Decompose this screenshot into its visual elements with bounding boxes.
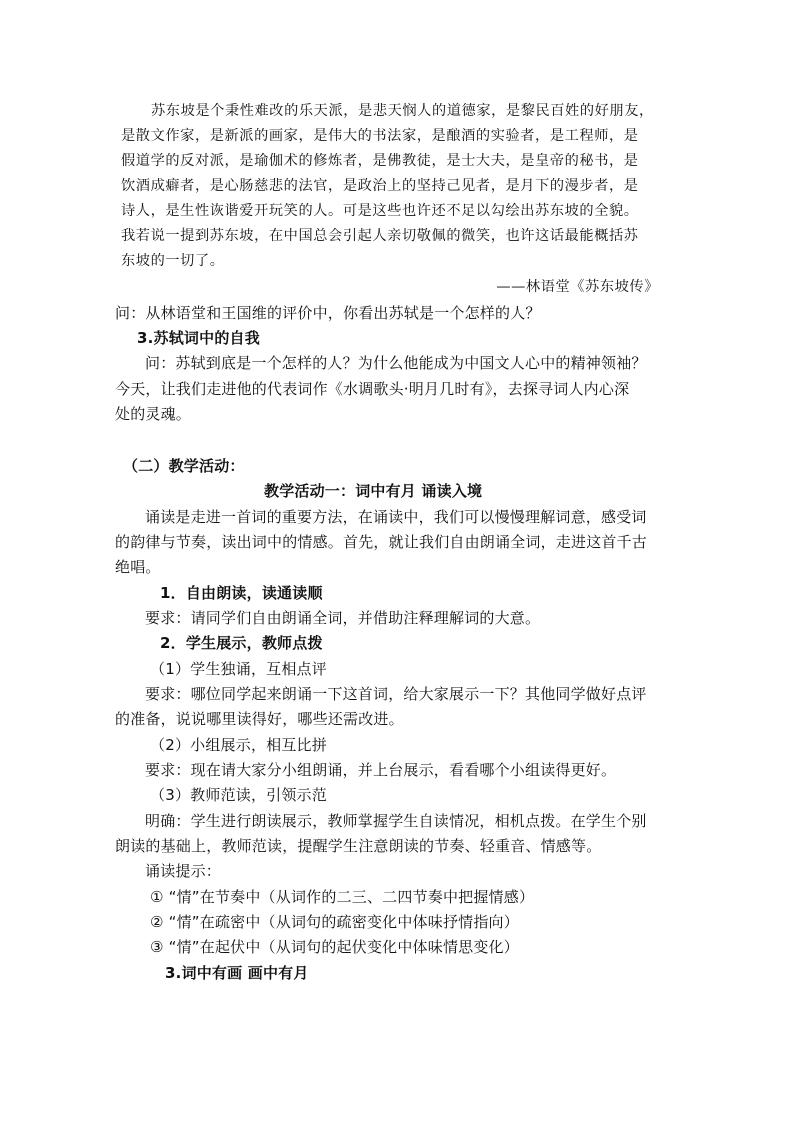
tip-item: ① “情”在节奏中（从词作的二三、二四节奏中把握情感） bbox=[150, 888, 535, 906]
tip-item: ③ “情”在起伏中（从词句的起伏变化中体味情思变化） bbox=[150, 938, 519, 956]
step-heading: 1．自由朗读，读通读顺 bbox=[160, 584, 323, 602]
tip-item: ② “情”在疏密中（从词句的疏密变化中体味抒情指向） bbox=[150, 913, 519, 931]
paragraph-line: 的准备，说说哪里读得好，哪些还需改进。 bbox=[115, 710, 404, 728]
section-heading: （二）教学活动： bbox=[123, 457, 245, 475]
paragraph-line: 明确：学生进行朗读展示，教师掌握学生自读情况，相机点拨。在学生个别 bbox=[145, 812, 647, 830]
requirement-text: 要求：现在请大家分小组朗诵，并上台展示，看看哪个小组读得更好。 bbox=[145, 761, 617, 779]
requirement-text: 要求：请同学们自由朗诵全词，并借助注释理解词的大意。 bbox=[145, 609, 541, 627]
paragraph-line: 绝唱。 bbox=[115, 558, 161, 576]
paragraph-line: 的韵律与节奏，读出词中的情感。首先，就让我们自由朗诵全词，走进这首千古 bbox=[115, 533, 648, 551]
quote-line: 是散文作家，是新派的画家，是伟大的书法家，是酿酒的实验者，是工程师，是 bbox=[121, 128, 639, 144]
quote-line: 假道学的反对派，是瑜伽术的修炼者，是佛教徒，是士大夫，是皇帝的秘书，是 bbox=[121, 153, 639, 169]
paragraph-line: 要求：哪位同学起来朗诵一下这首词，给大家展示一下？其他同学做好点评 bbox=[145, 685, 647, 703]
paragraph-line: 诵读是走进一首词的重要方法，在诵读中，我们可以慢慢理解词意，感受词 bbox=[145, 508, 647, 526]
substep-heading: （3）教师范读，引领示范 bbox=[150, 786, 327, 804]
substep-heading: （1）学生独诵，互相点评 bbox=[150, 660, 327, 678]
quote-line: 苏东坡是个秉性难改的乐天派，是悲天悯人的道德家，是黎民百姓的好朋友， bbox=[151, 103, 654, 119]
tips-title: 诵读提示： bbox=[145, 862, 222, 880]
quote-line: 我若说一提到苏东坡，在中国总会引起人亲切敬佩的微笑，也许这话最能概括苏 bbox=[121, 228, 639, 244]
question-text: 问：从林语堂和王国维的评价中，你看出苏轼是一个怎样的人？ bbox=[115, 304, 541, 322]
paragraph-line: 问：苏轼到底是一个怎样的人？为什么他能成为中国文人心中的精神领袖？ bbox=[145, 354, 647, 372]
paragraph-line: 处的灵魂。 bbox=[115, 405, 192, 423]
paragraph-line: 朗读的基础上，教师范读，提醒学生注意朗读的节奏、轻重音、情感等。 bbox=[115, 837, 602, 855]
paragraph-line: 今天，让我们走进他的代表词作《水调歌头·明月几时有》，去探寻词人内心深 bbox=[115, 380, 630, 398]
activity-title: 教学活动一：词中有月 诵读入境 bbox=[264, 482, 483, 500]
quote-line: 东坡的一切了。 bbox=[121, 253, 225, 269]
quote-line: 饮酒成癖者，是心肠慈悲的法官，是政治上的坚持己见者，是月下的漫步者，是 bbox=[121, 178, 639, 194]
quote-line: 诗人，是生性诙谐爱开玩笑的人。可是这些也许还不足以勾绘出苏东坡的全貌。 bbox=[121, 203, 639, 219]
step-heading: 3.词中有画 画中有月 bbox=[165, 964, 309, 982]
substep-heading: （2）小组展示，相互比拼 bbox=[150, 736, 327, 754]
step-heading: 2．学生展示，教师点拨 bbox=[160, 634, 323, 652]
quote-attribution: ——林语堂《苏东坡传》 bbox=[496, 279, 659, 295]
section-heading: 3.苏轼词中的自我 bbox=[137, 329, 260, 347]
